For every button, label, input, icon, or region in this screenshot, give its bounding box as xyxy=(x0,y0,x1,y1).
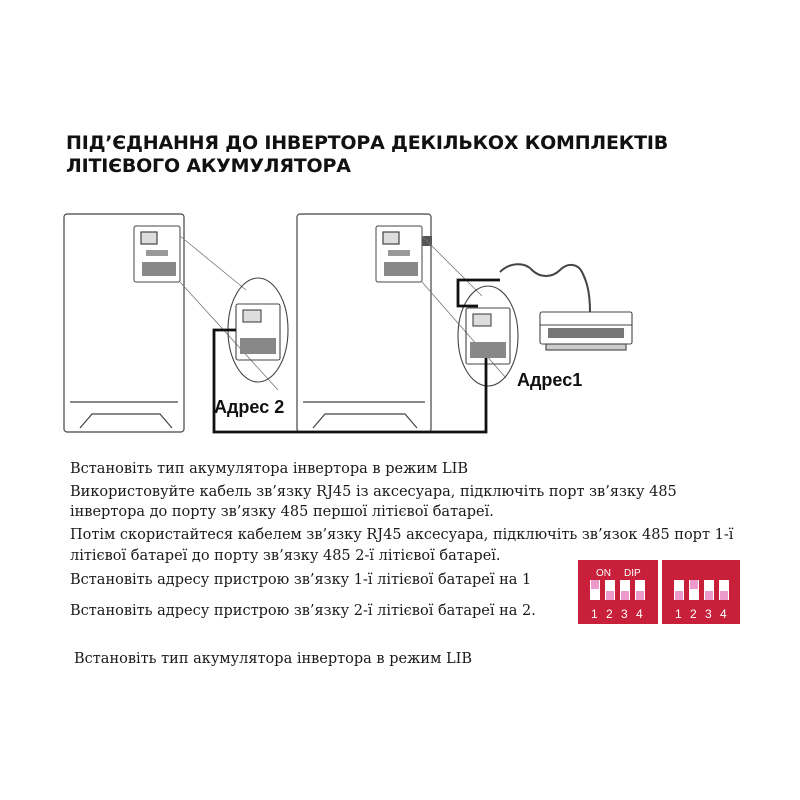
dip-switch-address-1 xyxy=(578,560,658,624)
dip-on-label: ON xyxy=(596,568,611,579)
battery-2 xyxy=(64,214,184,432)
page-title-line-2: ЛІТІЄВОГО АКУМУЛЯТОРА xyxy=(66,155,351,177)
instruction-line: літієвої батареї до порту зв’язку 485 2-ї літієвої батареї. xyxy=(70,548,501,564)
dip-number: 3 xyxy=(705,607,712,621)
instruction-line: Встановіть адресу пристрою зв’язку 1-ї літієвої батареї на 1 xyxy=(70,572,532,588)
instruction-line: інвертора до порту зв’язку 485 першої літієвої батареї. xyxy=(70,504,494,520)
battery-1-port-zoom xyxy=(458,286,518,386)
instruction-line: Потім скористайтеся кабелем зв’язку RJ45 аксесуара, підключіть зв’язок 485 порт 1-ї xyxy=(70,527,734,543)
instruction-line: Використовуйте кабель зв’язку RJ45 із аксесуара, підключіть порт зв’язку 485 xyxy=(70,484,677,500)
address-2-label: Адрес 2 xyxy=(214,397,285,417)
dip-number: 2 xyxy=(606,607,613,621)
instruction-line: Встановіть тип акумулятора інвертора в режим LIB xyxy=(70,461,468,477)
dip-dip-label: DIP xyxy=(624,568,641,579)
address-1-label: Адрес1 xyxy=(517,370,583,390)
battery-1 xyxy=(297,214,432,432)
instruction-line: Встановіть тип акумулятора інвертора в режим LIB xyxy=(74,651,472,667)
dip-number: 1 xyxy=(675,607,682,621)
dip-number: 4 xyxy=(636,607,643,621)
dip-number: 4 xyxy=(720,607,727,621)
dip-switch-address-2 xyxy=(662,560,740,624)
battery-2-port-zoom xyxy=(228,278,288,382)
instruction-line: Встановіть адресу пристрою зв’язку 2-ї літієвої батареї на 2. xyxy=(70,603,536,619)
dip-number: 2 xyxy=(690,607,697,621)
dip-number: 3 xyxy=(621,607,628,621)
page-title-line-1: ПІД’ЄДНАННЯ ДО ІНВЕРТОРА ДЕКІЛЬКОХ КОМПЛЕКТІВ xyxy=(66,132,669,154)
dip-number: 1 xyxy=(591,607,598,621)
inverter xyxy=(540,312,632,350)
rj45-cable-coil xyxy=(500,264,590,312)
